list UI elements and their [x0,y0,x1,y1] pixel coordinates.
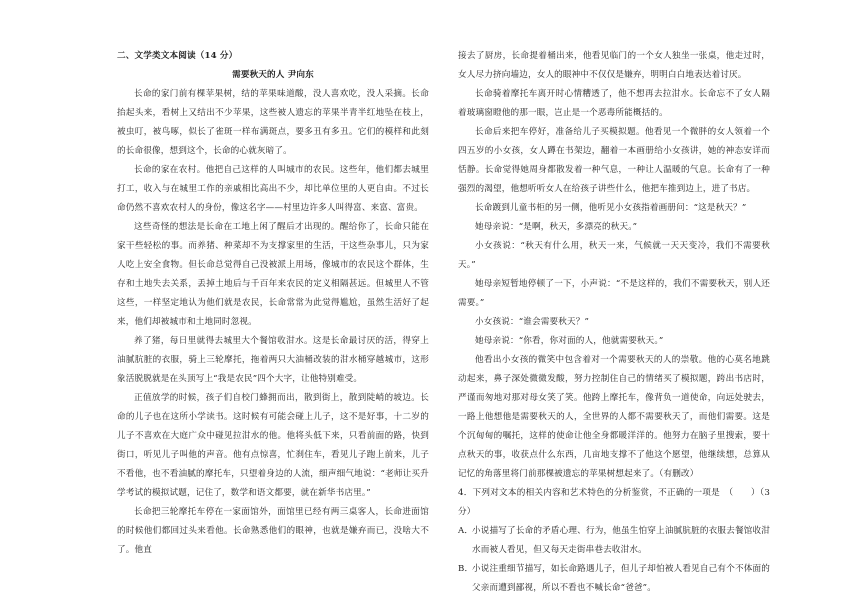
paragraph: 小女孩说：“秋天有什么用，秋天一来，气候就一天天变冷，我们不需要秋天。” [458,241,770,270]
option-text: 小说注重细节描写，如长命路遇儿子，但儿子却怕被人看见自己有个不体面的父亲而遭到鄙视，所以不看也不喊长命“爸爸”。 [472,564,770,593]
paragraph: 长命踱到儿童书柜的另一侧，他听见小女孩指着画册问：“这是秋天？” [475,203,747,213]
option-a [458,522,770,560]
option-label: B． [458,564,474,574]
paragraph: 她母亲说：“是啊，秋天，多漂亮的秋天。” [475,222,638,232]
paragraph: 她母亲短暂地停顿了一下，小声说：“不是这样的，我们不需要秋天，别人还需要。” [458,279,770,308]
paragraph: 长命的家门前有棵苹果树，结的苹果味道酸，没人喜欢吃，没人采摘。长命抬起头来，看树上又结出不少苹果，这些被人遗忘的苹果半青半红地坠在枝上，被虫叮，被鸟啄，似长了雀斑一样布满斑点，要多丑有多丑。它们的模样和此刻的长命很像，想到这个，长命的心就灰暗了。 [117,89,429,156]
paragraph-continued: 接去了厨房，长命提着桶出来，他看见临门的一个女人独坐一张桌，他走过时，女人尽力挤向墙边，女人的眼神中不仅仅是嫌弃，明明白白地表达着讨厌。 [458,51,770,80]
paragraph: 这些奇怪的想法是长命在工地上闲了醒后才出现的。醒给你了，长命只能在家干些轻松的事。而养猪、种菜却不为支撑家里的生活，干这些杂事儿，只为家人吃上安全食物。但长命总觉得自己没被派上用场，像城市的农民这个群体，生存和土地失去关系，丢掉土地后与千百年来农民的定义相隔甚远。但城里人不管这些，一样坚定地认为他们就是农民，长命常常为此觉得尴尬，虽然生活好了起来，他们却被城市和土地同时忽视。 [117,222,429,327]
option-b [458,560,770,598]
paragraph: 长命的家在农村。他把自己这样的人叫城市的农民。这些年，他们都去城里打工，收入与在城里工作的亲戚相比高出不少，却比单位里的人更自由。不过长命仍然不喜欢农村人的身份，像这名字——村里边许多人叫得富、来富、富贵。 [117,165,429,213]
paragraph: 小女孩说：“谁会需要秋天？” [475,317,590,327]
option-text: 小说描写了长命的矛盾心理、行为，他虽生怕穿上油腻肮脏的衣服去餐馆收泔水而被人看见，但又每天走街串巷去收泔水。 [472,526,770,555]
question-4: 4．下列对文本的相关内容和艺术特色的分析鉴赏，不正确的一项是 （ ）（3 分） [458,488,770,517]
section-heading: 二、文学类文本阅读（14 分） [117,51,238,61]
left-column [117,47,429,560]
paragraph: 长命后来把车停好，准备给儿子买模拟题。他看见一个微胖的女人领着一个四五岁的小女孩，女人蹲在书架边，翻着一本画册给小女孩讲，她的神态安详而恬静。长命觉得她周身都散发着一种气息，一种让人温暖的气息。长命有了一种强烈的渴望，他想听听女人在给孩子讲些什么，他把车推到边上，进了书店。 [458,127,770,194]
right-column [458,47,770,598]
paragraph: 养了猪，每日里就得去城里大个餐馆收泔水。这是长命最讨厌的活，得穿上油腻肮脏的衣服，骑上三轮摩托，拖着两只大油桶改装的泔水桶穿越城市，这形象活脱脱就是在头顶写上“我是农民”四个大字，让他特别难受。 [117,336,429,384]
paragraph: 长命骑着摩托车离开时心情糟透了，他不想再去拉泔水。长命忘不了女人隔着玻璃窗瞪他的那一眼，岂止是一个恶毒所能概括的。 [458,89,770,118]
article-title: 需要秋天的人 尹向东 [232,70,314,80]
paragraph: 他看出小女孩的微笑中包含着对一个需要秋天的人的崇敬。他的心莫名地跳动起来，鼻子深处微微发酸，努力控制住自己的情绪买了模拟题，跨出书店时，严谨而匆地对那对母女笑了笑。他跨上摩托车，像背负一道使命，向远处驶去，一路上他想他是需要秋天的人，全世界的人都不需要秋天了，而他们需要。这是个沉甸甸的嘱托，这样的使命让他全身都暖洋洋的。他努力在脑子里搜索，要十点秋天的事，收获点什么东西，几亩地支撑不了他这个愿望，他继续想，总算从记忆的角落里将门前那棵被遗忘的苹果树想起来了。（有删改） [458,355,770,479]
paragraph: 长命把三轮摩托车停在一家面馆外，面馆里已经有两三桌客人，长命进面馆的时候他们都回过头来看他。长命熟悉他们的眼神，也就是嫌弃而已，没啥大不了。他直 [117,507,429,555]
paragraph: 她母亲说：“你看，你对面的人，他就需要秋天。” [475,336,664,346]
paragraph: 正值放学的时候，孩子们自校门蜂拥而出，散到街上，散到陡峭的坡边。长命的儿子也在这所小学读书。这时候有可能会碰上儿子，这不是好事，十二岁的儿子不喜欢在大庭广众中碰见拉泔水的他。他将头低下来，只看前面的路，快到街口，听见儿子叫他的声音。他有点惊喜，忙刹住车，看见儿子跑上前来，儿子不看他，也不看油腻的摩托车，只望着身边的人流，细声细气地说：“老师让买升学考试的模拟试题，记住了，数学和语文都要，就在新华书店里。” [117,393,429,498]
option-label: A． [458,526,474,536]
